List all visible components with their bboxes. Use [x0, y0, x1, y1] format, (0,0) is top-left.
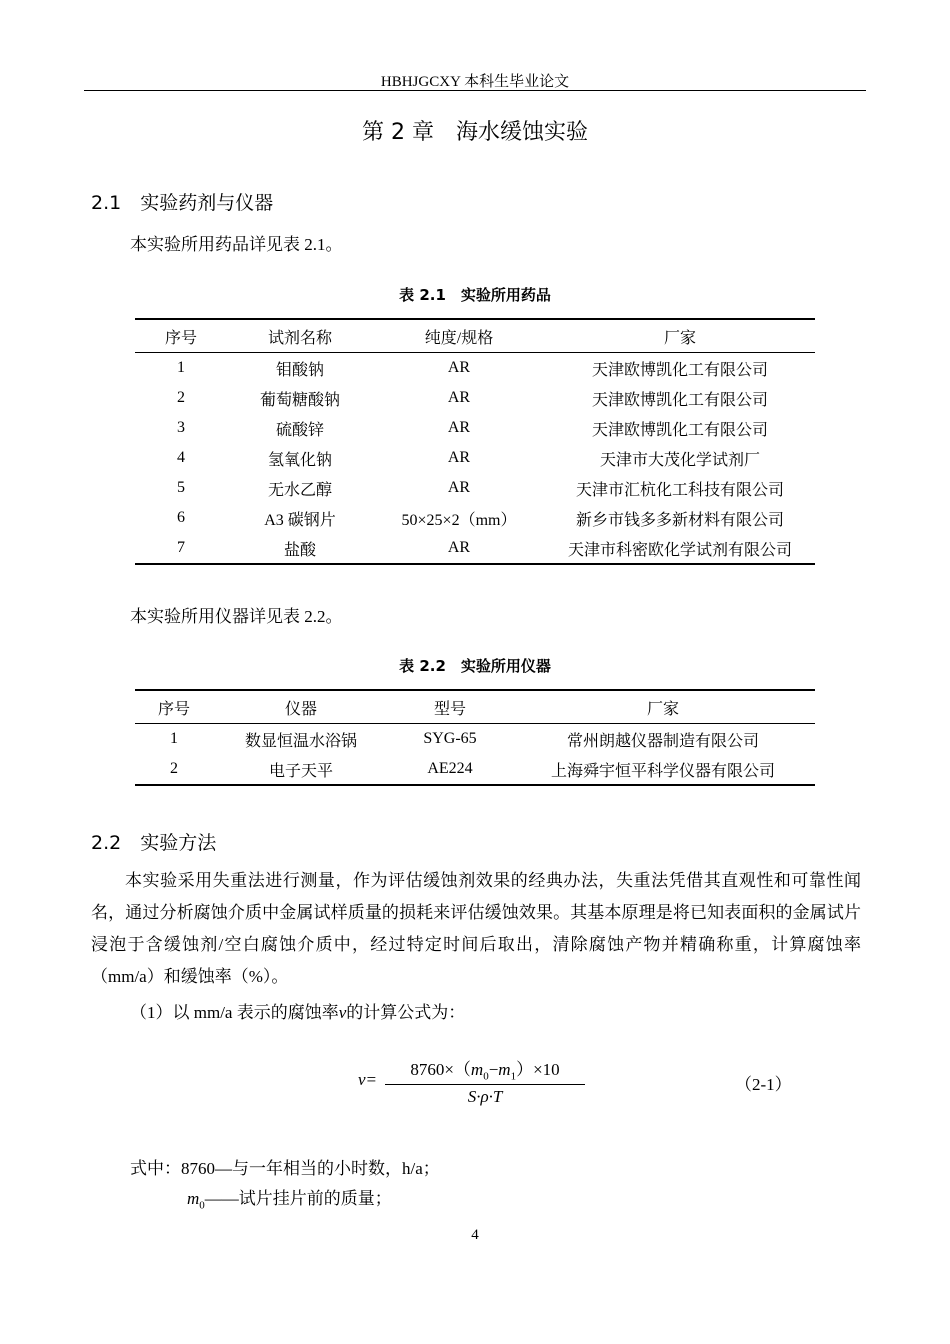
table-cell: 天津市汇杭化工科技有限公司	[575, 481, 784, 499]
column-header: 仪器	[284, 700, 317, 718]
table-cell: 硫酸锌	[275, 421, 324, 439]
text: 8760×（	[410, 1060, 471, 1079]
table-cell: 电子天平	[268, 762, 333, 780]
formula-lhs: v=	[358, 1070, 378, 1089]
equation-number: （2-1）	[735, 1075, 792, 1094]
text: −	[488, 1060, 499, 1079]
table-row	[135, 503, 815, 533]
table-cell: 1	[177, 359, 185, 376]
where-line: 式中：8760—与一年相当的小时数，h/a；	[130, 1159, 440, 1178]
table-cell: 天津市科密欧化学试剂有限公司	[567, 541, 792, 559]
table-row	[135, 473, 815, 503]
formula-fraction	[385, 1055, 585, 1107]
column-header: 型号	[433, 700, 466, 718]
table-cell: 1	[170, 730, 178, 747]
section-heading: 2.2 实验方法	[91, 832, 217, 854]
reagents-table	[135, 318, 815, 565]
table-row	[135, 724, 815, 755]
text: 的计算公式为：	[346, 1003, 466, 1022]
text: （1）以 mm/a 表示的腐蚀率	[130, 1003, 339, 1022]
table-cell: 盐酸	[283, 541, 316, 559]
table-cell: 天津市大茂化学试剂厂	[599, 451, 760, 469]
header-rule	[84, 90, 866, 91]
table-cell: 3	[177, 419, 185, 436]
column-header: 纯度/规格	[424, 329, 494, 347]
variable: v	[358, 1070, 366, 1089]
table-cell: 常州朗越仪器制造有限公司	[566, 732, 759, 750]
paragraph	[130, 998, 465, 1023]
table-cell: AR	[447, 419, 471, 436]
subscript: 0	[483, 1070, 489, 1083]
chapter-title: 第 2 章 海水缓蚀实验	[362, 120, 588, 145]
column-header: 厂家	[663, 329, 696, 347]
table-cell: 上海舜宇恒平科学仪器有限公司	[550, 762, 775, 780]
table-row	[135, 383, 815, 413]
table-cell: 4	[177, 449, 185, 466]
table-cell: SYG-65	[423, 730, 477, 747]
text: ——试片挂片前的质量；	[204, 1189, 392, 1208]
table-cell: 6	[177, 509, 185, 526]
variable: m	[187, 1189, 200, 1208]
table-cell: 5	[177, 479, 185, 496]
table-cell: 数显恒温水浴锅	[244, 732, 357, 750]
table-cell: 钼酸钠	[275, 361, 324, 379]
table-cell: AR	[447, 449, 471, 466]
table-cell: AR	[447, 389, 471, 406]
table-cell: AR	[447, 539, 471, 556]
page-number: 4	[471, 1227, 479, 1243]
instruments-table	[135, 689, 815, 786]
table-row	[135, 443, 815, 473]
table-cell: 无水乙醇	[267, 481, 332, 499]
table-cell: 2	[170, 760, 178, 777]
variable: m	[498, 1060, 511, 1079]
numerator	[385, 1055, 585, 1085]
table-cell: AR	[447, 359, 471, 376]
subscript: 0	[199, 1199, 205, 1212]
variable: m	[470, 1060, 484, 1079]
paragraph: 本实验采用失重法进行测量，作为评估缓蚀剂效果的经典办法，失重法凭借其直观性和可靠性闻名，通过分析腐蚀介质中金属试样质量的损耗来评估缓蚀效果。其基本原理是将已知表面积的金属试片浸泡于含缓蚀剂/空白腐蚀介质中，经过特定时间后取出，清除腐蚀产物并精确称重，计算腐蚀率（mm/a）和缓蚀率（%）。	[91, 871, 861, 986]
table-row	[135, 353, 815, 384]
table-cell: AR	[447, 479, 471, 496]
section-heading: 2.1 实验药剂与仪器	[91, 192, 274, 214]
subscript: 1	[510, 1070, 517, 1083]
text: ）×10	[516, 1060, 560, 1079]
table-cell: 天津欧博凯化工有限公司	[591, 391, 768, 409]
column-header: 序号	[164, 329, 197, 347]
table-cell: 新乡市钱多多新材料有限公司	[575, 511, 784, 529]
table-cell: AE224	[427, 760, 473, 777]
table-caption: 表 2.2 实验所用仪器	[399, 657, 551, 675]
paragraph: 本实验所用药品详见表 2.1。	[130, 235, 343, 254]
table-cell: 7	[177, 539, 185, 556]
column-header: 序号	[157, 700, 190, 718]
column-header: 试剂名称	[267, 329, 332, 347]
table-cell: 葡萄糖酸钠	[259, 391, 340, 409]
table-row	[135, 754, 815, 785]
table-cell: 氢氧化钠	[267, 451, 332, 469]
column-header: 厂家	[646, 700, 679, 718]
running-header: HBHJGCXY 本科生毕业论文	[380, 74, 570, 90]
table-row	[135, 533, 815, 564]
paragraph: 本实验所用仪器详见表 2.2。	[130, 607, 343, 626]
table-row	[135, 413, 815, 443]
variable: v	[338, 1003, 347, 1022]
where-line	[187, 1184, 392, 1211]
table-cell: A3 碳钢片	[264, 511, 336, 529]
denominator: S·ρ·T	[467, 1087, 503, 1107]
table-cell: 天津欧博凯化工有限公司	[591, 361, 768, 379]
table-cell: 50×25×2（mm）	[401, 511, 517, 529]
table-cell: 天津欧博凯化工有限公司	[591, 421, 768, 439]
table-caption: 表 2.1 实验所用药品	[399, 286, 551, 304]
table-cell: 2	[177, 389, 185, 406]
